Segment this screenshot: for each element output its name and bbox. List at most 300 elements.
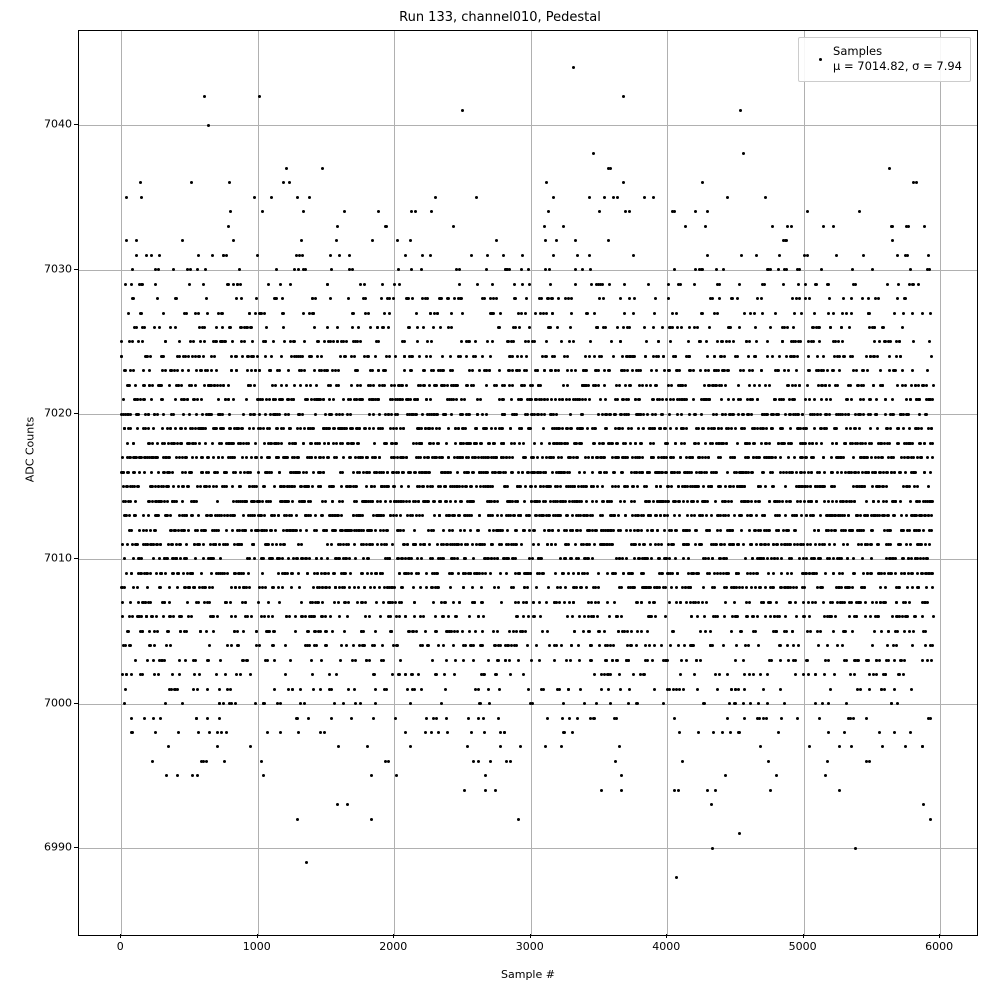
scatter-point [790,572,793,575]
scatter-point [606,601,609,604]
scatter-point [519,485,522,488]
scatter-point [532,456,535,459]
scatter-point [651,529,654,532]
scatter-point [789,543,792,546]
scatter-point [192,340,195,343]
scatter-point [328,586,331,589]
scatter-point [780,572,783,575]
scatter-point [178,673,181,676]
scatter-point [429,254,432,257]
scatter-point [494,427,497,430]
scatter-point [439,500,442,503]
scatter-point [190,471,193,474]
scatter-point [329,254,332,257]
scatter-point [762,427,765,430]
scatter-point [131,615,134,618]
scatter-point [281,398,284,401]
scatter-point [305,384,308,387]
scatter-point [388,557,391,560]
scatter-point [633,355,636,358]
scatter-point [762,688,765,691]
scatter-point [341,471,344,474]
scatter-point [121,543,124,546]
scatter-point [359,384,362,387]
scatter-point [494,644,497,647]
scatter-point [712,731,715,734]
scatter-point [493,586,496,589]
scatter-point [342,702,345,705]
scatter-point [645,384,648,387]
scatter-point [597,384,600,387]
scatter-point [305,529,308,532]
scatter-point [436,572,439,575]
scatter-point [689,369,692,372]
scatter-point [217,456,220,459]
scatter-point [132,369,135,372]
scatter-point [697,731,700,734]
scatter-point [310,456,313,459]
scatter-point [789,427,792,430]
scatter-point [566,369,569,372]
scatter-point [511,500,514,503]
scatter-point [748,601,751,604]
scatter-point [316,355,319,358]
scatter-point [787,384,790,387]
scatter-point [500,514,503,517]
scatter-point [673,717,676,720]
scatter-point [258,369,261,372]
scatter-point [520,268,523,271]
scatter-point [603,673,606,676]
scatter-point [279,731,282,734]
scatter-point [488,529,491,532]
scatter-point [181,369,184,372]
scatter-point [495,384,498,387]
scatter-point [143,326,146,329]
scatter-point [132,586,135,589]
scatter-point [695,529,698,532]
scatter-point [337,369,340,372]
scatter-point [670,485,673,488]
scatter-point [463,789,466,792]
scatter-point [199,340,202,343]
scatter-point [406,688,409,691]
scatter-point [557,529,560,532]
scatter-point [322,456,325,459]
scatter-point [391,673,394,676]
scatter-point [270,196,273,199]
scatter-point [437,644,440,647]
scatter-point [475,427,478,430]
scatter-point [449,471,452,474]
scatter-point [472,760,475,763]
scatter-point [768,442,771,445]
scatter-point [785,268,788,271]
scatter-point [620,774,623,777]
scatter-point [402,529,405,532]
scatter-point [242,572,245,575]
scatter-point [794,384,797,387]
scatter-point [273,485,276,488]
scatter-point [484,774,487,777]
scatter-point [431,557,434,560]
scatter-point [472,557,475,560]
scatter-point [629,442,632,445]
scatter-point [377,210,380,213]
scatter-point [309,500,312,503]
scatter-point [512,586,515,589]
scatter-point [754,630,757,633]
scatter-point [233,514,236,517]
scatter-point [282,529,285,532]
scatter-point [215,427,218,430]
scatter-point [376,543,379,546]
scatter-point [455,398,458,401]
scatter-point [550,543,553,546]
scatter-point [652,355,655,358]
scatter-point [248,427,251,430]
scatter-point [349,572,352,575]
scatter-point [789,601,792,604]
scatter-point [458,485,461,488]
scatter-point [493,442,496,445]
scatter-point [797,644,800,647]
scatter-point [277,514,280,517]
scatter-point [461,312,464,315]
scatter-point [178,355,181,358]
scatter-point [694,543,697,546]
scatter-point [180,615,183,618]
scatter-point [230,615,233,618]
scatter-point [419,586,422,589]
scatter-point [573,485,576,488]
scatter-point [663,369,666,372]
scatter-point [743,688,746,691]
scatter-point [445,500,448,503]
scatter-point [122,471,125,474]
scatter-point [188,586,191,589]
scatter-point [516,615,519,618]
scatter-point [472,384,475,387]
scatter-point [566,384,569,387]
scatter-point [225,254,228,257]
scatter-point [548,442,551,445]
scatter-point [562,225,565,228]
scatter-point [343,630,346,633]
scatter-point [597,413,600,416]
scatter-point [326,557,329,560]
scatter-point [220,442,223,445]
scatter-point [447,615,450,618]
scatter-point [445,659,448,662]
scatter-point [534,485,537,488]
scatter-point [236,630,239,633]
scatter-point [140,572,143,575]
scatter-point [602,297,605,300]
scatter-point [205,760,208,763]
scatter-point [481,601,484,604]
scatter-point [697,442,700,445]
scatter-point [137,340,140,343]
scatter-point [658,557,661,560]
scatter-point [483,543,486,546]
scatter-point [231,340,234,343]
plot-axes[interactable] [78,30,978,936]
scatter-point [761,312,764,315]
scatter-point [263,514,266,517]
scatter-point [798,297,801,300]
scatter-point [660,543,663,546]
scatter-point [336,225,339,228]
scatter-point [574,543,577,546]
scatter-point [178,659,181,662]
scatter-point [776,543,779,546]
scatter-point [408,326,411,329]
scatter-point [777,731,780,734]
scatter-point [726,471,729,474]
scatter-point [253,413,256,416]
scatter-point [413,615,416,618]
scatter-point [382,514,385,517]
scatter-point [253,557,256,560]
scatter-point [373,485,376,488]
scatter-point [730,688,733,691]
scatter-point [638,543,641,546]
scatter-point [329,615,332,618]
scatter-point [216,471,219,474]
scatter-point [457,572,460,575]
scatter-point [352,471,355,474]
scatter-point [475,196,478,199]
scatter-point [163,601,166,604]
scatter-point [452,398,455,401]
scatter-point [450,326,453,329]
scatter-point [588,543,591,546]
scatter-point [129,500,132,503]
scatter-point [368,427,371,430]
scatter-point [176,586,179,589]
scatter-point [125,572,128,575]
scatter-point [364,427,367,430]
scatter-point [550,398,553,401]
scatter-point [702,586,705,589]
scatter-point [337,601,340,604]
scatter-point [612,644,615,647]
scatter-point [566,615,569,618]
scatter-point [174,427,177,430]
scatter-point [246,615,249,618]
scatter-point [234,702,237,705]
scatter-point [298,471,301,474]
scatter-point [433,500,436,503]
scatter-point [143,384,146,387]
scatter-point [140,615,143,618]
scatter-point [449,355,452,358]
scatter-point [344,601,347,604]
scatter-point [216,731,219,734]
scatter-point [497,586,500,589]
scatter-point [527,615,530,618]
scatter-point [636,485,639,488]
scatter-point [167,485,170,488]
scatter-point [347,297,350,300]
scatter-point [488,442,491,445]
scatter-point [385,225,388,228]
scatter-point [124,644,127,647]
scatter-point [641,384,644,387]
scatter-point [332,398,335,401]
scatter-point [724,485,727,488]
scatter-point [785,239,788,242]
scatter-point [757,644,760,647]
scatter-point [774,312,777,315]
scatter-point [296,557,299,560]
scatter-point [410,268,413,271]
scatter-point [218,702,221,705]
scatter-point [358,427,361,430]
scatter-point [272,586,275,589]
scatter-point [674,442,677,445]
scatter-point [146,586,149,589]
scatter-point [218,543,221,546]
scatter-point [333,572,336,575]
scatter-point [769,326,772,329]
scatter-point [126,442,129,445]
scatter-point [287,369,290,372]
scatter-point [742,413,745,416]
scatter-point [695,659,698,662]
scatter-point [201,471,204,474]
scatter-point [150,254,153,257]
scatter-point [271,557,274,560]
scatter-point [518,442,521,445]
scatter-point [622,572,625,575]
scatter-point [798,384,801,387]
scatter-point [416,398,419,401]
scatter-point [239,673,242,676]
scatter-point [794,673,797,676]
scatter-point [295,514,298,517]
scatter-point [617,456,620,459]
scatter-point [571,615,574,618]
scatter-point [228,413,231,416]
scatter-point [361,456,364,459]
scatter-point [515,630,518,633]
scatter-point [137,485,140,488]
scatter-point [688,413,691,416]
scatter-point [612,355,615,358]
scatter-point [610,500,613,503]
scatter-point [614,572,617,575]
scatter-point [215,340,218,343]
scatter-point [779,644,782,647]
scatter-point [522,615,525,618]
scatter-point [450,312,453,315]
scatter-point [790,557,793,560]
scatter-point [538,659,541,662]
scatter-point [614,760,617,763]
scatter-point [429,398,432,401]
scatter-point [302,442,305,445]
scatter-point [171,673,174,676]
scatter-point [519,514,522,517]
scatter-point [325,644,328,647]
scatter-point [300,601,303,604]
scatter-point [285,384,288,387]
scatter-point [317,340,320,343]
scatter-point [431,659,434,662]
scatter-point [371,239,374,242]
scatter-point [509,427,512,430]
scatter-point [421,644,424,647]
scatter-point [702,427,705,430]
scatter-point [323,442,326,445]
scatter-point [722,644,725,647]
scatter-point [179,630,182,633]
scatter-point [721,340,724,343]
scatter-point [153,326,156,329]
scatter-point [553,659,556,662]
scatter-point [596,485,599,488]
scatter-point [714,789,717,792]
scatter-point [411,297,414,300]
scatter-point [364,312,367,315]
scatter-point [450,413,453,416]
scatter-point [260,312,263,315]
scatter-point [569,659,572,662]
scatter-point [504,471,507,474]
scatter-point [167,745,170,748]
scatter-point [265,326,268,329]
scatter-point [535,586,538,589]
scatter-point [184,471,187,474]
scatter-point [378,413,381,416]
scatter-point [349,398,352,401]
scatter-point [355,500,358,503]
scatter-point [279,283,282,286]
scatter-point [540,297,543,300]
scatter-point [313,369,316,372]
scatter-point [439,485,442,488]
scatter-point [662,355,665,358]
scatter-point [496,514,499,517]
scatter-point [218,717,221,720]
scatter-point [438,514,441,517]
scatter-point [511,369,514,372]
scatter-point [492,312,495,315]
scatter-point [194,384,197,387]
scatter-point [309,514,312,517]
scatter-point [414,210,417,213]
scatter-point [597,601,600,604]
scatter-point [598,297,601,300]
scatter-point [630,630,633,633]
scatter-point [206,717,209,720]
scatter-point [268,427,271,430]
scatter-point [202,543,205,546]
scatter-point [426,340,429,343]
scatter-point [639,369,642,372]
scatter-point [786,225,789,228]
scatter-point [266,659,269,662]
scatter-point [182,572,185,575]
scatter-point [603,384,606,387]
scatter-point [164,340,167,343]
scatter-point [696,500,699,503]
scatter-point [198,543,201,546]
scatter-point [310,355,313,358]
scatter-point [434,196,437,199]
